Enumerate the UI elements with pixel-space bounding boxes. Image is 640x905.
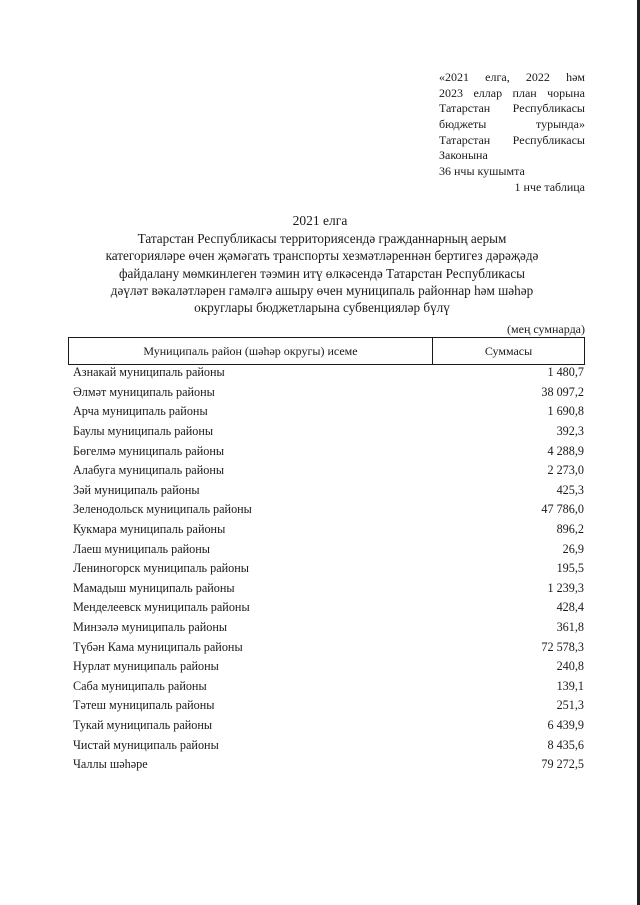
table-row (73, 657, 585, 677)
row-name: Зәй муниципаль районы (73, 482, 200, 497)
table-row (73, 539, 585, 559)
table-row (73, 461, 585, 481)
table-row (73, 520, 585, 540)
table-row (73, 441, 585, 461)
title-line: дәүләт вәкаләтләрен гамәлгә ашыру өчен муниципаль районнар һәм шәһәр (110, 282, 534, 298)
table-row (73, 755, 585, 775)
appendix-note-line: Татарстан Республикасы (439, 132, 585, 147)
table-row (73, 559, 585, 579)
row-name: Алабуга муниципаль районы (73, 463, 225, 478)
table-row (73, 422, 585, 442)
appendix-note-line: Татарстан Республикасы (439, 101, 585, 116)
row-name: Бөгелмә муниципаль районы (73, 443, 225, 458)
row-amount: 2 273,0 (547, 463, 584, 478)
row-amount: 1 480,7 (547, 365, 584, 380)
row-amount: 240,8 (556, 659, 584, 674)
row-amount: 896,2 (556, 522, 584, 537)
row-name: Кукмара муниципаль районы (73, 522, 226, 537)
row-amount: 361,8 (556, 620, 584, 635)
row-name: Чаллы шәһәре (73, 757, 148, 772)
table-row (73, 402, 585, 422)
row-name: Мамадыш муниципаль районы (73, 580, 235, 595)
appendix-note-line: 2023 еллар план чорына (439, 85, 585, 100)
row-name: Азнакай муниципаль районы (73, 365, 225, 380)
table-row (73, 677, 585, 697)
row-name: Тәтеш муниципаль районы (73, 698, 215, 713)
appendix-note-line: Законына (439, 148, 488, 163)
table-body (73, 363, 585, 774)
row-amount: 47 786,0 (541, 502, 584, 517)
row-amount: 1 690,8 (547, 404, 584, 419)
table-header (68, 337, 585, 365)
row-amount: 79 272,5 (541, 757, 584, 772)
unit-note: (мең сумнарда) (507, 322, 585, 336)
table-number: 1 нче таблица (514, 180, 585, 194)
appendix-note-line: 36 нчы кушымта (439, 164, 525, 179)
row-name: Әлмәт муниципаль районы (73, 384, 215, 399)
row-amount: 8 435,6 (547, 737, 584, 752)
row-amount: 4 288,9 (547, 443, 584, 458)
year-heading: 2021 елга (292, 213, 348, 228)
row-amount: 26,9 (562, 541, 584, 556)
row-name: Саба муниципаль районы (73, 678, 207, 693)
title-line: категорияләре өчен җәмәгать транспорты хезмәтләреннән бертигез дәрәҗәдә (105, 248, 539, 264)
row-name: Лениногорск муниципаль районы (73, 561, 249, 576)
row-name: Баулы муниципаль районы (73, 424, 214, 439)
row-name: Менделеевск муниципаль районы (73, 600, 250, 615)
table-row (73, 637, 585, 657)
table-row (73, 579, 585, 599)
header-amount: Суммасы (484, 343, 533, 358)
row-name: Минзәлә муниципаль районы (73, 620, 228, 635)
row-amount: 392,3 (556, 424, 584, 439)
row-amount: 72 578,3 (541, 639, 584, 654)
row-amount: 139,1 (556, 678, 584, 693)
table-row (73, 383, 585, 403)
appendix-note-line: «2021 елга, 2022 һәм (439, 70, 585, 84)
row-amount: 1 239,3 (547, 580, 584, 595)
table-row (73, 735, 585, 755)
appendix-note-line: бюджеты турында» (439, 117, 585, 132)
table-row (73, 500, 585, 520)
row-amount: 6 439,9 (547, 717, 584, 732)
table-row (73, 363, 585, 383)
row-name: Нурлат муниципаль районы (73, 659, 219, 674)
table-row (73, 481, 585, 501)
row-name: Арча муниципаль районы (73, 404, 208, 419)
row-amount: 195,5 (556, 561, 584, 576)
document-title (60, 230, 584, 316)
row-name: Зеленодольск муниципаль районы (73, 502, 252, 517)
row-amount: 425,3 (556, 482, 584, 497)
title-line: Татарстан Республикасы территориясендә гражданнарның аерым (137, 231, 507, 246)
row-amount: 38 097,2 (541, 384, 584, 399)
row-name: Тукай муниципаль районы (73, 717, 213, 732)
row-name: Чистай муниципаль районы (73, 737, 219, 752)
header-municipality: Муниципаль район (шәһәр округы) исеме (69, 338, 433, 364)
table-row (73, 618, 585, 638)
title-line: файдалану мөмкинлеген тәэмин итү өлкәсендә Татарстан Республикасы (118, 265, 526, 281)
table-row (73, 696, 585, 716)
row-name: Лаеш муниципаль районы (73, 541, 210, 556)
appendix-note (439, 70, 585, 180)
row-amount: 251,3 (556, 698, 584, 713)
table-row (73, 598, 585, 618)
row-name: Түбән Кама муниципаль районы (73, 639, 243, 654)
title-line: округлары бюджетларына субвенцияләр бүлү (194, 300, 450, 316)
table-row (73, 716, 585, 736)
row-amount: 428,4 (556, 600, 584, 615)
